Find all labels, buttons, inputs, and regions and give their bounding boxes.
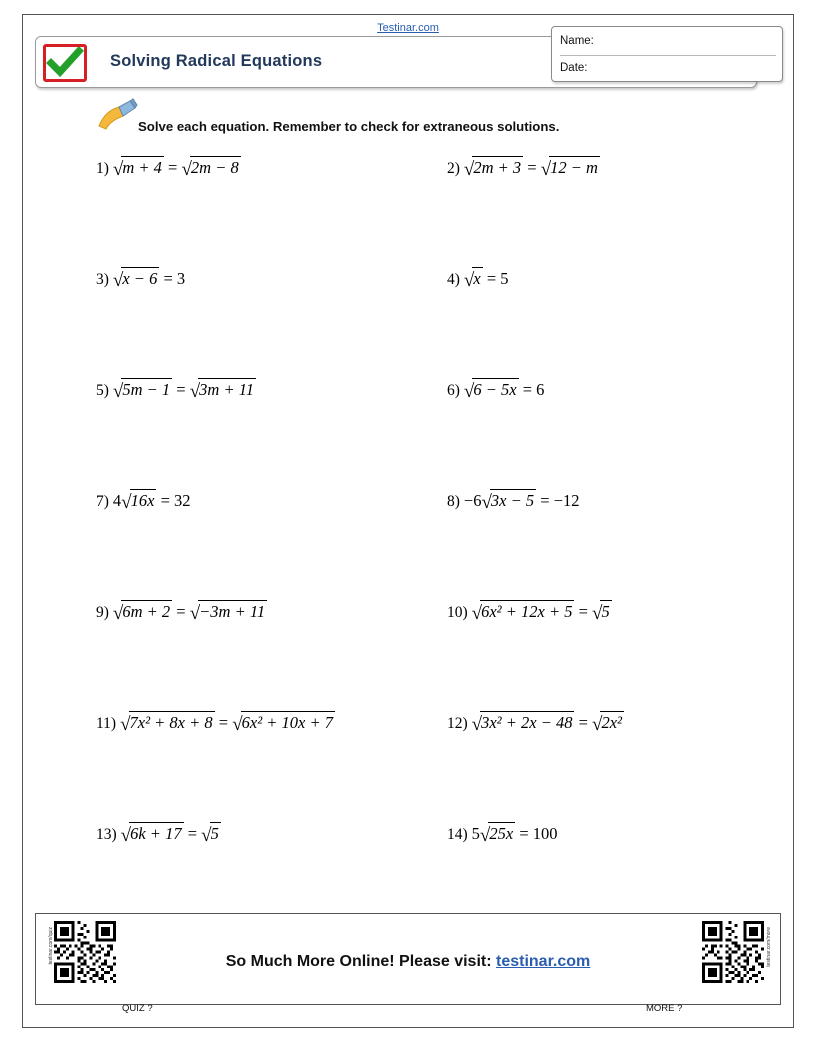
problem-number: 7) bbox=[96, 493, 109, 510]
problem-number: 1) bbox=[96, 160, 109, 177]
problem-number: 6) bbox=[447, 382, 460, 399]
logo-icon bbox=[43, 44, 87, 82]
problem-6 bbox=[406, 372, 716, 483]
problem-row bbox=[96, 816, 716, 927]
problem-expression: √6m + 2 = √−3m + 11 bbox=[112, 602, 266, 624]
problem-3 bbox=[96, 261, 406, 372]
problem-list bbox=[96, 150, 716, 927]
problem-row bbox=[96, 483, 716, 594]
problem-12 bbox=[406, 705, 716, 816]
name-field[interactable]: Name: bbox=[560, 29, 776, 56]
problem-number: 12) bbox=[447, 715, 468, 732]
problem-row bbox=[96, 705, 716, 816]
problem-number: 8) bbox=[447, 493, 460, 510]
problem-expression: √3x² + 2x − 48 = √2x² bbox=[471, 713, 623, 735]
qr-code-quiz[interactable] bbox=[54, 921, 116, 983]
problem-7 bbox=[96, 483, 406, 594]
qr-left-label: testinar.com/quiz bbox=[48, 927, 54, 965]
qr-code-more[interactable] bbox=[702, 921, 764, 983]
problem-expression: 5√25x = 100 bbox=[471, 824, 558, 846]
page-title: Solving Radical Equations bbox=[110, 52, 323, 70]
problem-expression: −6√3x − 5 = −12 bbox=[463, 491, 580, 513]
problem-5 bbox=[96, 372, 406, 483]
date-field[interactable]: Date: bbox=[560, 62, 588, 74]
problem-number: 11) bbox=[96, 715, 117, 732]
site-link[interactable]: Testinar.com bbox=[377, 22, 439, 34]
problem-11 bbox=[96, 705, 406, 816]
problem-number: 2) bbox=[447, 160, 460, 177]
problem-number: 3) bbox=[96, 271, 109, 288]
problem-expression: √x − 6 = 3 bbox=[112, 269, 186, 291]
footer-promo-text: So Much More Online! Please visit: bbox=[225, 953, 496, 970]
footer-promo bbox=[0, 953, 816, 971]
problem-row bbox=[96, 150, 716, 261]
problem-4 bbox=[406, 261, 716, 372]
problem-row bbox=[96, 261, 716, 372]
problem-expression: √6x² + 12x + 5 = √5 bbox=[471, 602, 610, 624]
problem-10 bbox=[406, 594, 716, 705]
problem-row bbox=[96, 594, 716, 705]
problem-2 bbox=[406, 150, 716, 261]
problem-number: 10) bbox=[447, 604, 468, 621]
problem-expression: √6 − 5x = 6 bbox=[463, 380, 545, 402]
problem-number: 13) bbox=[96, 826, 117, 843]
footer-promo-link[interactable]: testinar.com bbox=[496, 953, 591, 970]
problem-expression: √6k + 17 = √5 bbox=[120, 824, 219, 846]
more-caption: MORE ? bbox=[646, 1003, 683, 1014]
problem-number: 14) bbox=[447, 826, 468, 843]
problem-row bbox=[96, 372, 716, 483]
problem-expression: √x = 5 bbox=[463, 269, 509, 291]
problem-expression: √5m − 1 = √3m + 11 bbox=[112, 380, 254, 402]
problem-number: 5) bbox=[96, 382, 109, 399]
problem-13 bbox=[96, 816, 406, 927]
instructions-text: Solve each equation. Remember to check for extraneous solutions. bbox=[138, 119, 560, 134]
problem-8 bbox=[406, 483, 716, 594]
problem-1 bbox=[96, 150, 406, 261]
problem-number: 9) bbox=[96, 604, 109, 621]
problem-expression: √2m + 3 = √12 − m bbox=[463, 158, 598, 180]
qr-right-label: testinar.com/more bbox=[766, 927, 772, 967]
problem-number: 4) bbox=[447, 271, 460, 288]
name-date-box bbox=[551, 26, 783, 82]
problem-9 bbox=[96, 594, 406, 705]
problem-14 bbox=[406, 816, 716, 927]
quiz-caption: QUIZ ? bbox=[122, 1003, 153, 1014]
problem-expression: 4√16x = 32 bbox=[112, 491, 191, 513]
problem-expression: √7x² + 8x + 8 = √6x² + 10x + 7 bbox=[120, 713, 334, 735]
pencil-icon bbox=[97, 98, 139, 132]
problem-expression: √m + 4 = √2m − 8 bbox=[112, 158, 239, 180]
